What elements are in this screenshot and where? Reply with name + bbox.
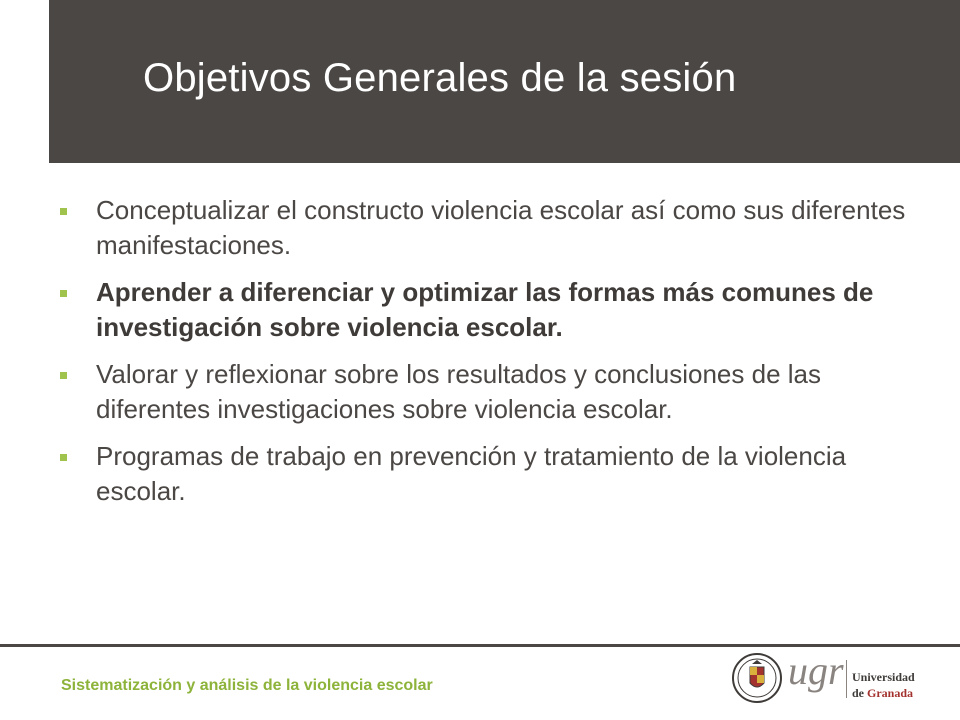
footer-divider — [0, 644, 960, 647]
objective-item — [56, 357, 916, 427]
university-logo — [728, 648, 928, 712]
objective-text: Valorar y reflexionar sobre los resultados y conclusiones de las diferentes investigaciones sobre violencia escolar. — [96, 359, 821, 424]
objective-text: Aprender a diferenciar y optimizar las formas más comunes de investigación sobre violencia escolar. — [96, 277, 874, 342]
ugr-wordmark: ugr — [788, 648, 844, 693]
square-bullet-icon — [60, 290, 67, 297]
slide-title: Objetivos Generales de la sesión — [143, 56, 737, 100]
square-bullet-icon — [60, 372, 67, 379]
university-name-granada: Granada — [867, 686, 914, 700]
objective-text: Programas de trabajo en prevención y tratamiento de la violencia escolar. — [96, 441, 847, 506]
logo-separator — [846, 660, 847, 698]
objective-item — [56, 275, 916, 345]
square-bullet-icon — [60, 454, 67, 461]
university-name-line1: Universidad — [852, 670, 915, 684]
footer-caption: Sistematización y análisis de la violencia escolar — [61, 677, 433, 694]
objective-item — [56, 439, 916, 509]
objective-text: Conceptualizar el constructo violencia escolar así como sus diferentes manifestaciones. — [96, 195, 906, 260]
university-seal-icon — [732, 653, 782, 703]
university-name-prefix: de — [852, 686, 867, 700]
square-bullet-icon — [60, 208, 67, 215]
objectives-list — [56, 193, 916, 521]
university-name-line2 — [852, 686, 913, 701]
objective-item — [56, 193, 916, 263]
